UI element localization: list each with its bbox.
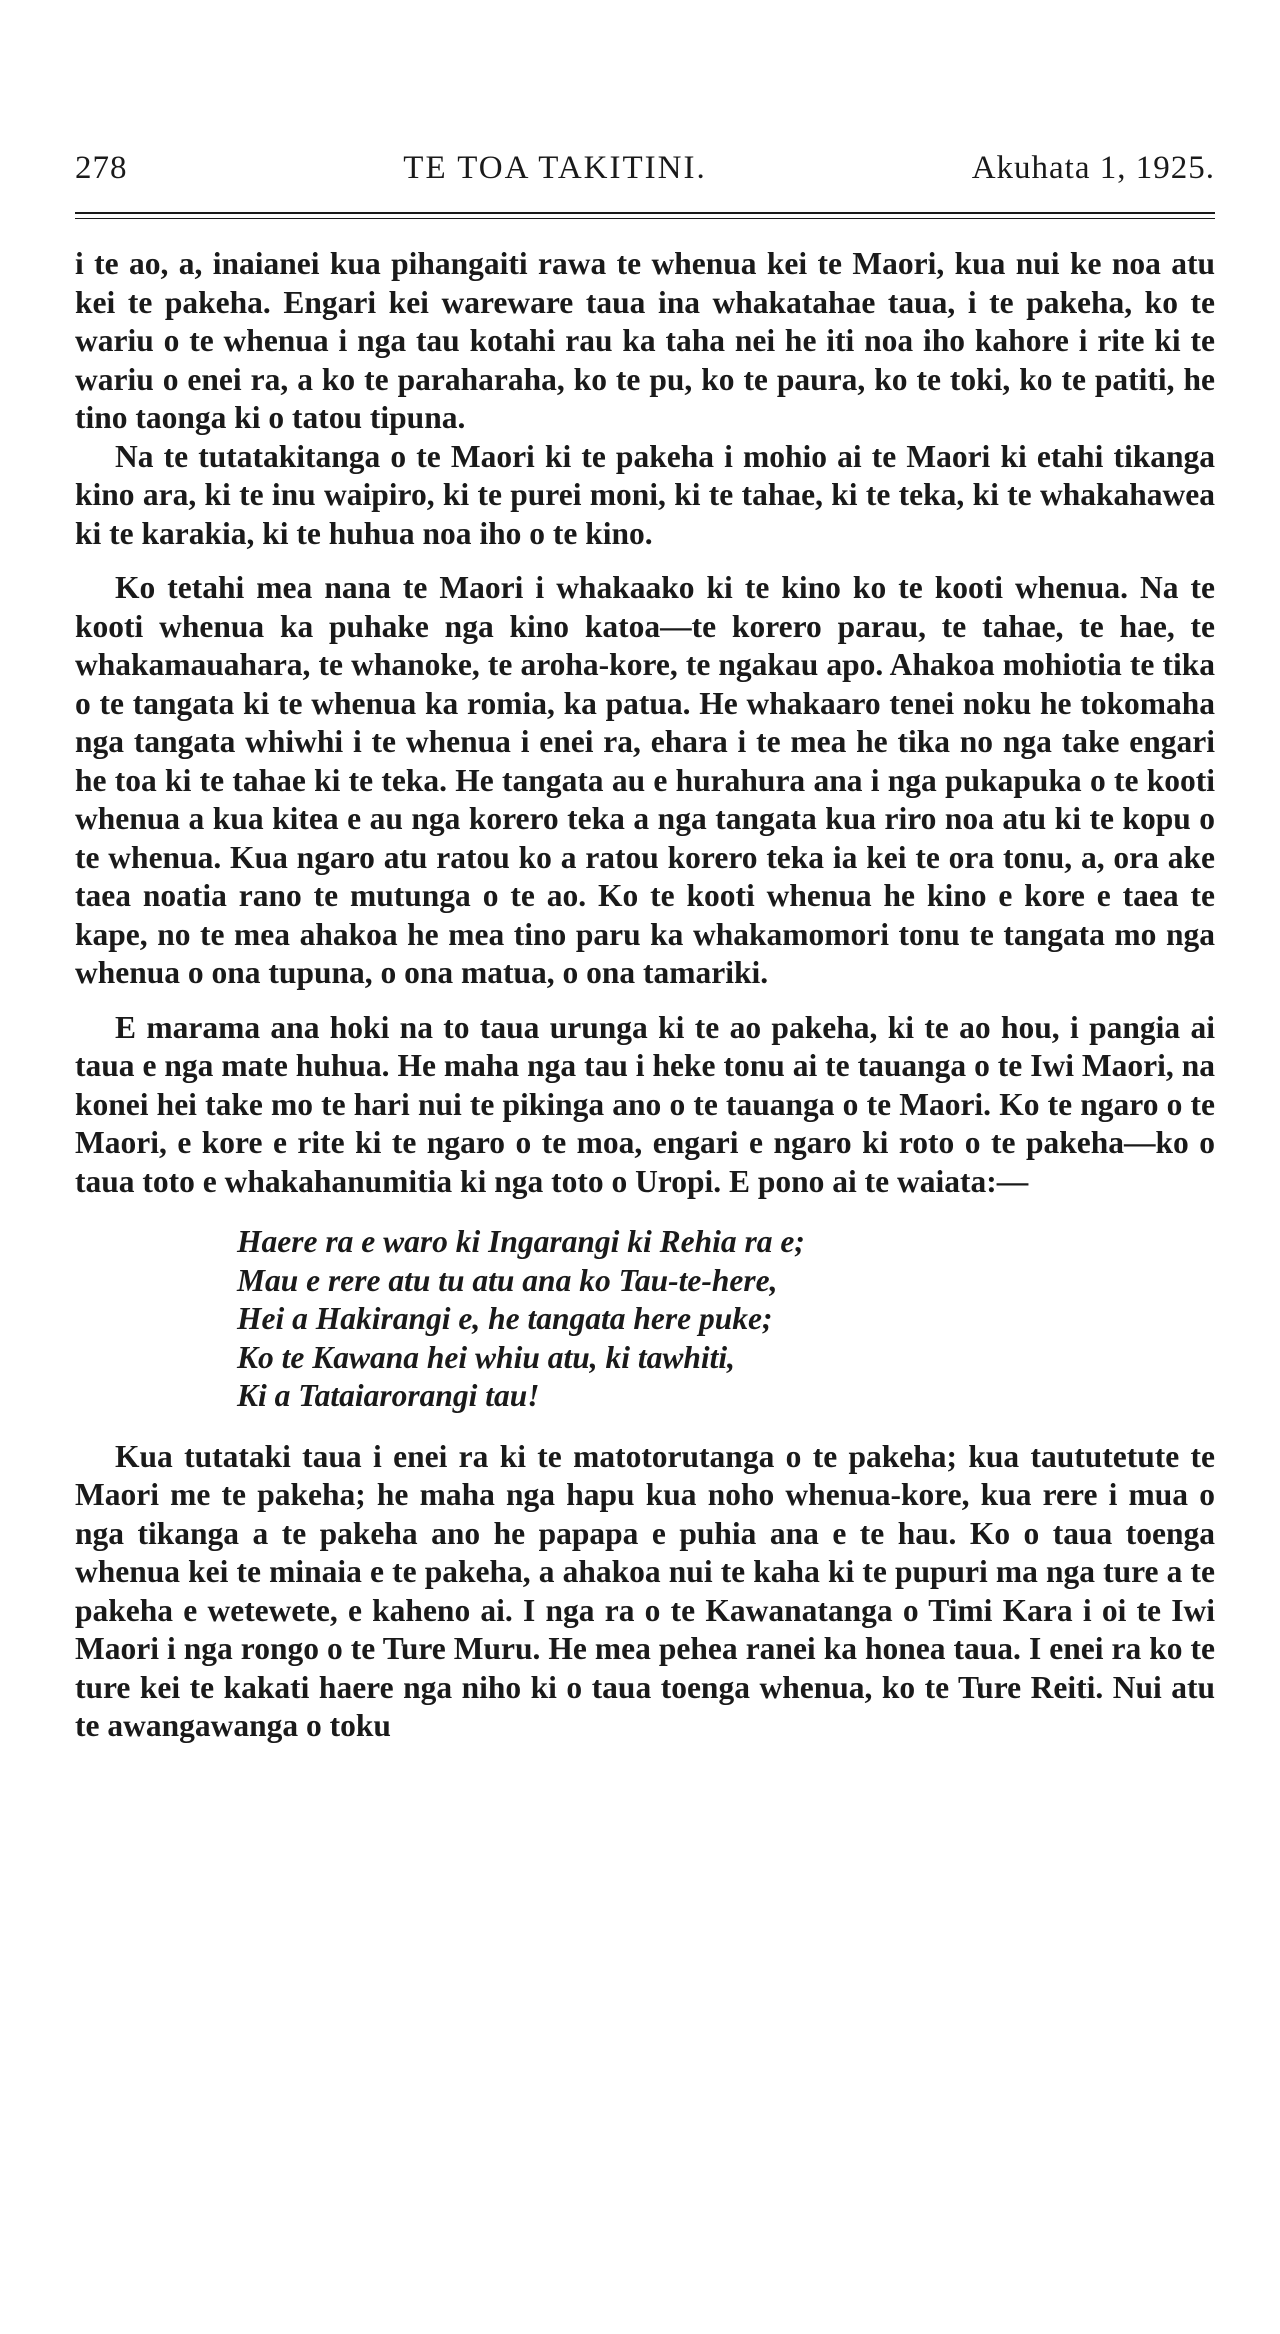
paragraph: Ko tetahi mea nana te Maori i whakaako ki te kino ko te kooti whenua. Na te kooti whenua ka puhake nga kino katoa—te korero parau, te tahae, te hae, te whakamauahara, te whanoke, te aroha-kore, te ngakau apo. Ahakoa mohiotia te tika o te tangata ki te whenua ka romia, ka patua. He whakaaro tenei noku he tokomaha nga tangata whiwhi i te whenua i enei ra, ehara i te mea he tika no nga take engari he toa ki te tahae ki te teka. He tangata au e hurahura ana i nga pukapuka o te kooti whenua a kua kitea e au nga korero teka a nga tangata kua riro noa atu ki te kopu o te whenua. Kua ngaro atu ratou ko a ratou korero teka ia kei te ora tonu, a, ora ake taea noatia rano te mutunga o te ao. Ko te kooti whenua he kino e kore e taea te kape, no te mea ahakoa he mea tino paru ka whakamomori tonu te tangata mo nga whenua o ona tupuna, o ona matua, o ona tamariki. <box>75 570 1215 990</box>
poem-line: Ki a Tataiarorangi tau! <box>237 1378 540 1413</box>
page-header <box>75 150 1215 190</box>
paragraph: Kua tutataki taua i enei ra ki te matotorutanga o te pakeha; kua taututetute te Maori me te pakeha; he maha nga hapu kua noho whenua-kore, kua rere i mua o nga tikanga a te pakeha ano he papapa e puhia ana e te hau. Ko o taua toenga whenua kei te minaia e te pakeha, a ahakoa nui te kaha ki te pupuri ma nga ture a te pakeha e wetewete, e kaheno ai. I nga ra o te Kawanatanga o Timi Kara i oi te Iwi Maori i nga rongo o te Ture Muru. He mea pehea ranei ka honea taua. I enei ra ko te ture kei te kakati haere nga niho ki o taua toenga whenua, ko te Ture Reiti. Nui atu te awangawanga o toku <box>75 1438 1215 1743</box>
poem-line: Ko te Kawana hei whiu atu, ki tawhiti, <box>237 1339 736 1375</box>
page-number: 278 <box>75 150 128 186</box>
article-body <box>75 245 1215 1746</box>
paragraph: E marama ana hoki na to taua urunga ki te ao pakeha, ki te ao hou, i pangia ai taua e nga mate huhua. He maha nga tau i heke tonu ai te tauanga o te Iwi Maori, na konei hei take mo te hari nui te pikinga ano o te tauanga o te Maori. Ko te ngaro o te Maori, e kore e rite ki te ngaro o te moa, engari e ngaro ki roto o te pakeha—ko o taua toto e whakahanumitia ki nga toto o Uropi. E pono ai te waiata:— <box>75 1009 1215 1199</box>
waiata-poem <box>237 1223 1215 1416</box>
header-rule <box>75 212 1215 219</box>
journal-title: TE TOA TAKITINI. <box>403 150 707 186</box>
issue-date: Akuhata 1, 1925. <box>971 150 1215 186</box>
paragraph: Na te tutatakitanga o te Maori ki te pakeha i mohio ai te Maori ki etahi tikanga kino ara, ki te inu waipiro, ki te purei moni, ki te tahae, ki te teka, ki te whakahawea ki te karakia, ki te huhua noa iho o te kino. <box>75 438 1215 551</box>
paragraph: i te ao, a, inaianei kua pihangaiti rawa te whenua kei te Maori, kua nui ke noa atu kei te pakeha. Engari kei wareware taua ina whakatahae taua, i te pakeha, ko te wariu o te whenua i nga tau kotahi rau ka taha nei he iti noa iho kahore i rite ki te wariu o enei ra, a ko te paraharaha, ko te pu, ko te paura, ko te toki, ko te patiti, he tino taonga ki o tatou tipuna. <box>75 246 1215 435</box>
document-page <box>75 150 1215 1746</box>
poem-line: Haere ra e waro ki Ingarangi ki Rehia ra e; <box>237 1224 805 1259</box>
poem-line: Hei a Hakirangi e, he tangata here puke; <box>237 1301 773 1336</box>
poem-line: Mau e rere atu tu atu ana ko Tau-te-here, <box>237 1262 778 1298</box>
